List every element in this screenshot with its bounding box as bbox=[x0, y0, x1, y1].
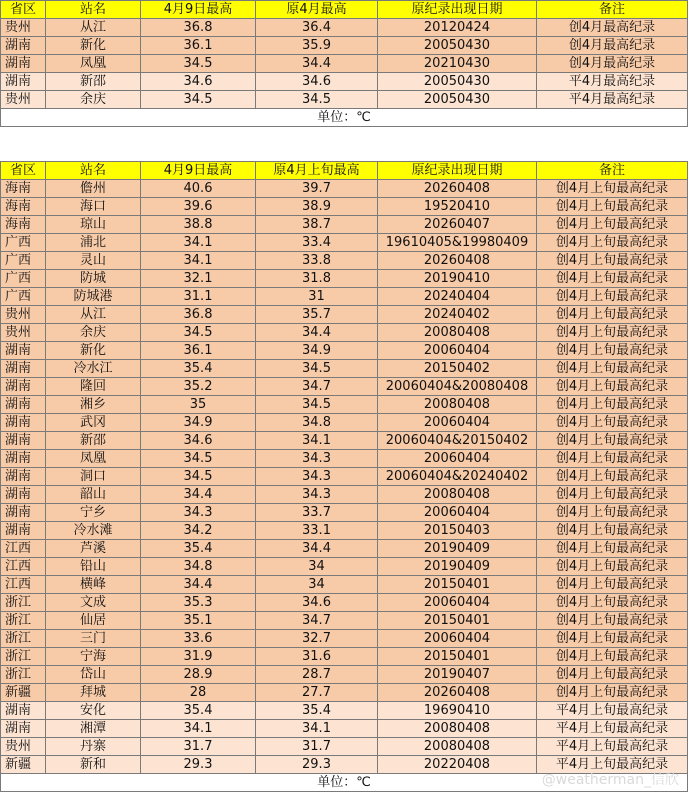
table-cell[interactable]: 平4月最高纪录 bbox=[537, 73, 688, 91]
table-cell[interactable]: 铅山 bbox=[46, 558, 141, 576]
table-cell[interactable]: 34.6 bbox=[141, 432, 256, 450]
table-cell[interactable]: 平4月上旬最高纪录 bbox=[537, 702, 688, 720]
table-cell[interactable]: 34 bbox=[256, 576, 378, 594]
table-cell[interactable]: 创4月上旬最高纪录 bbox=[537, 486, 688, 504]
table-cell[interactable]: 32.1 bbox=[141, 270, 256, 288]
table-cell[interactable]: 20050430 bbox=[378, 37, 537, 55]
table-row bbox=[1, 252, 688, 270]
table-row bbox=[1, 720, 688, 738]
table-cell[interactable]: 34.3 bbox=[256, 486, 378, 504]
table-cell[interactable]: 浙江 bbox=[1, 666, 46, 684]
table-row bbox=[1, 180, 688, 198]
table-cell[interactable]: 创4月上旬最高纪录 bbox=[537, 630, 688, 648]
table-cell[interactable]: 20240402 bbox=[378, 306, 537, 324]
watermark: @weatherman_信欣 bbox=[541, 772, 679, 788]
table-cell[interactable]: 创4月上旬最高纪录 bbox=[537, 288, 688, 306]
table-cell[interactable]: 20060404 bbox=[378, 630, 537, 648]
table-cell[interactable]: 31.7 bbox=[256, 738, 378, 756]
table-cell[interactable]: 创4月上旬最高纪录 bbox=[537, 360, 688, 378]
table-cell[interactable]: 贵州 bbox=[1, 324, 46, 342]
table-cell[interactable]: 35.7 bbox=[256, 306, 378, 324]
unit-label: 单位：℃ bbox=[1, 109, 688, 127]
table-cell[interactable]: 20150403 bbox=[378, 522, 537, 540]
table-cell[interactable]: 35.2 bbox=[141, 378, 256, 396]
table-row bbox=[1, 198, 688, 216]
table-cell[interactable]: 20060404&20150402 bbox=[378, 432, 537, 450]
table-cell[interactable]: 拜城 bbox=[46, 684, 141, 702]
table-cell[interactable]: 20150401 bbox=[378, 576, 537, 594]
table-cell[interactable]: 创4月最高纪录 bbox=[537, 55, 688, 73]
table-cell[interactable]: 28.7 bbox=[256, 666, 378, 684]
table-cell[interactable]: 平4月上旬最高纪录 bbox=[537, 738, 688, 756]
table-cell[interactable]: 创4月上旬最高纪录 bbox=[537, 612, 688, 630]
table-cell[interactable]: 湖南 bbox=[1, 55, 46, 73]
table-cell[interactable]: 湖南 bbox=[1, 522, 46, 540]
table-cell[interactable]: 湖南 bbox=[1, 720, 46, 738]
table-cell[interactable]: 浙江 bbox=[1, 594, 46, 612]
table-row bbox=[1, 612, 688, 630]
table-cell[interactable]: 新邵 bbox=[46, 432, 141, 450]
column-header[interactable]: 4月9日最高 bbox=[141, 1, 256, 19]
column-header[interactable]: 原4月上旬最高 bbox=[256, 162, 378, 180]
column-header[interactable]: 省区 bbox=[1, 162, 46, 180]
table-cell[interactable]: 创4月上旬最高纪录 bbox=[537, 522, 688, 540]
table-cell[interactable]: 34.6 bbox=[256, 73, 378, 91]
table-cell[interactable]: 34.4 bbox=[256, 540, 378, 558]
table-cell[interactable]: 20080408 bbox=[378, 486, 537, 504]
table-row bbox=[1, 324, 688, 342]
spacer-cell bbox=[1, 144, 688, 161]
table-cell[interactable]: 湘乡 bbox=[46, 396, 141, 414]
table-cell[interactable]: 创4月上旬最高纪录 bbox=[537, 324, 688, 342]
table-row bbox=[1, 522, 688, 540]
table-cell[interactable]: 20060404 bbox=[378, 342, 537, 360]
table-cell[interactable]: 34.1 bbox=[141, 252, 256, 270]
table-cell[interactable]: 创4月上旬最高纪录 bbox=[537, 468, 688, 486]
table-cell[interactable]: 海南 bbox=[1, 216, 46, 234]
column-header[interactable]: 原纪录出现日期 bbox=[378, 162, 537, 180]
table-row bbox=[1, 558, 688, 576]
table-cell[interactable]: 34.2 bbox=[141, 522, 256, 540]
table-row bbox=[1, 432, 688, 450]
table-cell[interactable]: 创4月上旬最高纪录 bbox=[537, 306, 688, 324]
table-cell[interactable]: 芦溪 bbox=[46, 540, 141, 558]
table-cell[interactable]: 浦北 bbox=[46, 234, 141, 252]
table-row bbox=[1, 19, 688, 37]
table-cell[interactable]: 创4月上旬最高纪录 bbox=[537, 432, 688, 450]
table-cell[interactable]: 20060404&20240402 bbox=[378, 468, 537, 486]
table-cell[interactable]: 34.9 bbox=[256, 342, 378, 360]
table-cell[interactable]: 贵州 bbox=[1, 19, 46, 37]
record-table-april-early bbox=[0, 161, 688, 792]
table-cell[interactable]: 34.5 bbox=[141, 450, 256, 468]
table-cell[interactable]: 34.4 bbox=[141, 486, 256, 504]
table-row bbox=[1, 684, 688, 702]
table-cell[interactable]: 从江 bbox=[46, 306, 141, 324]
table-cell[interactable]: 19610405&19980409 bbox=[378, 234, 537, 252]
table-cell[interactable]: 20080408 bbox=[378, 324, 537, 342]
table-cell[interactable]: 34.1 bbox=[256, 720, 378, 738]
table-cell[interactable]: 宁海 bbox=[46, 648, 141, 666]
table-row bbox=[1, 486, 688, 504]
table-cell[interactable]: 新和 bbox=[46, 756, 141, 774]
table-cell[interactable]: 创4月上旬最高纪录 bbox=[537, 234, 688, 252]
table-cell[interactable]: 20260407 bbox=[378, 216, 537, 234]
table-cell[interactable]: 平4月最高纪录 bbox=[537, 91, 688, 109]
table-cell[interactable]: 从江 bbox=[46, 19, 141, 37]
table-cell[interactable]: 34 bbox=[256, 558, 378, 576]
table-row bbox=[1, 702, 688, 720]
table-cell[interactable]: 冷水江 bbox=[46, 360, 141, 378]
table-cell[interactable]: 湖南 bbox=[1, 396, 46, 414]
table-cell[interactable]: 余庆 bbox=[46, 324, 141, 342]
table-cell[interactable]: 广西 bbox=[1, 270, 46, 288]
table-cell[interactable]: 平4月上旬最高纪录 bbox=[537, 756, 688, 774]
table-cell[interactable]: 湖南 bbox=[1, 504, 46, 522]
table-row bbox=[1, 216, 688, 234]
table-cell[interactable]: 33.1 bbox=[256, 522, 378, 540]
table-cell[interactable]: 34.7 bbox=[256, 378, 378, 396]
table-cell[interactable]: 浙江 bbox=[1, 612, 46, 630]
table-cell[interactable]: 创4月上旬最高纪录 bbox=[537, 270, 688, 288]
table-cell[interactable]: 31.1 bbox=[141, 288, 256, 306]
table-cell[interactable]: 创4月上旬最高纪录 bbox=[537, 540, 688, 558]
table-cell[interactable]: 20220408 bbox=[378, 756, 537, 774]
column-header[interactable]: 原纪录出现日期 bbox=[378, 1, 537, 19]
table-cell[interactable]: 琼山 bbox=[46, 216, 141, 234]
table-cell[interactable]: 34.9 bbox=[141, 414, 256, 432]
table-cell[interactable]: 韶山 bbox=[46, 486, 141, 504]
table-cell[interactable]: 浙江 bbox=[1, 630, 46, 648]
table-cell[interactable]: 洞口 bbox=[46, 468, 141, 486]
table-cell[interactable]: 35.4 bbox=[141, 360, 256, 378]
table-cell[interactable]: 34.3 bbox=[141, 504, 256, 522]
table-cell[interactable]: 38.9 bbox=[256, 198, 378, 216]
table-cell[interactable]: 33.6 bbox=[141, 630, 256, 648]
table-cell[interactable]: 35.1 bbox=[141, 612, 256, 630]
table-cell[interactable]: 27.7 bbox=[256, 684, 378, 702]
table-cell[interactable]: 创4月上旬最高纪录 bbox=[537, 576, 688, 594]
table-cell[interactable]: 31.6 bbox=[256, 648, 378, 666]
table-cell[interactable]: 29.3 bbox=[141, 756, 256, 774]
table-row bbox=[1, 342, 688, 360]
table-header-row bbox=[1, 1, 688, 19]
table-cell[interactable]: 34.8 bbox=[256, 414, 378, 432]
table-cell[interactable]: 33.7 bbox=[256, 504, 378, 522]
table-cell[interactable]: 31.9 bbox=[141, 648, 256, 666]
table-row bbox=[1, 594, 688, 612]
table-cell[interactable]: 武冈 bbox=[46, 414, 141, 432]
table-cell[interactable]: 34.4 bbox=[141, 576, 256, 594]
column-header[interactable]: 4月9日最高 bbox=[141, 162, 256, 180]
table-cell[interactable]: 34.5 bbox=[141, 468, 256, 486]
table-cell[interactable]: 江西 bbox=[1, 558, 46, 576]
unit-label: 单位：℃ bbox=[1, 774, 688, 792]
table-cell[interactable]: 35.3 bbox=[141, 594, 256, 612]
column-header[interactable]: 站名 bbox=[46, 162, 141, 180]
table-row bbox=[1, 37, 688, 55]
table-cell[interactable]: 岱山 bbox=[46, 666, 141, 684]
table-cell[interactable]: 创4月上旬最高纪录 bbox=[537, 378, 688, 396]
table-cell[interactable]: 湖南 bbox=[1, 378, 46, 396]
table-cell[interactable]: 新疆 bbox=[1, 684, 46, 702]
table-cell[interactable]: 湘潭 bbox=[46, 720, 141, 738]
table-cell[interactable]: 35 bbox=[141, 396, 256, 414]
table-cell[interactable]: 34.5 bbox=[141, 91, 256, 109]
table-cell[interactable]: 34.5 bbox=[141, 55, 256, 73]
table-cell[interactable]: 20050430 bbox=[378, 91, 537, 109]
table-cell[interactable]: 湖南 bbox=[1, 342, 46, 360]
table-cell[interactable]: 创4月上旬最高纪录 bbox=[537, 648, 688, 666]
table-row bbox=[1, 306, 688, 324]
table-cell[interactable]: 余庆 bbox=[46, 91, 141, 109]
table-cell[interactable]: 20210430 bbox=[378, 55, 537, 73]
table-cell[interactable]: 创4月上旬最高纪录 bbox=[537, 594, 688, 612]
table-cell[interactable]: 20190409 bbox=[378, 540, 537, 558]
table-row bbox=[1, 270, 688, 288]
table-cell[interactable]: 28.9 bbox=[141, 666, 256, 684]
table-cell[interactable]: 海南 bbox=[1, 198, 46, 216]
table-cell[interactable]: 创4月最高纪录 bbox=[537, 37, 688, 55]
table-cell[interactable]: 36.8 bbox=[141, 19, 256, 37]
table-cell[interactable]: 20260408 bbox=[378, 684, 537, 702]
table-cell[interactable]: 20060404&20080408 bbox=[378, 378, 537, 396]
table-row bbox=[1, 540, 688, 558]
table-cell[interactable]: 35.4 bbox=[256, 702, 378, 720]
table-cell[interactable]: 36.1 bbox=[141, 37, 256, 55]
table-cell[interactable]: 湖南 bbox=[1, 73, 46, 91]
table-cell[interactable]: 平4月上旬最高纪录 bbox=[537, 720, 688, 738]
table-cell[interactable]: 20050430 bbox=[378, 73, 537, 91]
table-cell[interactable]: 34.1 bbox=[141, 234, 256, 252]
unit-row bbox=[1, 109, 688, 127]
table-row bbox=[1, 378, 688, 396]
table-cell[interactable]: 20060404 bbox=[378, 450, 537, 468]
table-cell[interactable]: 贵州 bbox=[1, 738, 46, 756]
column-header[interactable]: 备注 bbox=[537, 162, 688, 180]
table-cell[interactable]: 贵州 bbox=[1, 91, 46, 109]
table-row bbox=[1, 91, 688, 109]
table-cell[interactable]: 仙居 bbox=[46, 612, 141, 630]
record-table-april bbox=[0, 0, 688, 161]
table-row bbox=[1, 450, 688, 468]
table-cell[interactable]: 凤凰 bbox=[46, 450, 141, 468]
table-cell[interactable]: 湖南 bbox=[1, 414, 46, 432]
table-cell[interactable]: 34.5 bbox=[141, 324, 256, 342]
column-header[interactable]: 原4月最高 bbox=[256, 1, 378, 19]
table-cell[interactable]: 创4月上旬最高纪录 bbox=[537, 198, 688, 216]
table-cell[interactable]: 创4月上旬最高纪录 bbox=[537, 666, 688, 684]
table-cell[interactable]: 39.6 bbox=[141, 198, 256, 216]
table-cell[interactable]: 29.3 bbox=[256, 756, 378, 774]
table-cell[interactable]: 湖南 bbox=[1, 432, 46, 450]
table-row bbox=[1, 360, 688, 378]
table-cell[interactable]: 儋州 bbox=[46, 180, 141, 198]
table-cell[interactable]: 20260408 bbox=[378, 180, 537, 198]
table-cell[interactable]: 湖南 bbox=[1, 450, 46, 468]
table-cell[interactable]: 40.6 bbox=[141, 180, 256, 198]
table-cell[interactable]: 丹寨 bbox=[46, 738, 141, 756]
table-cell[interactable]: 35.4 bbox=[141, 540, 256, 558]
table-cell[interactable]: 创4月上旬最高纪录 bbox=[537, 252, 688, 270]
table-cell[interactable]: 广西 bbox=[1, 234, 46, 252]
table-cell[interactable]: 34.4 bbox=[256, 55, 378, 73]
table-cell[interactable]: 湖南 bbox=[1, 468, 46, 486]
table-cell[interactable]: 湖南 bbox=[1, 37, 46, 55]
table-cell[interactable]: 创4月上旬最高纪录 bbox=[537, 684, 688, 702]
table-cell[interactable]: 31.8 bbox=[256, 270, 378, 288]
table-cell[interactable]: 安化 bbox=[46, 702, 141, 720]
table-cell[interactable]: 34.1 bbox=[141, 720, 256, 738]
table-cell[interactable]: 江西 bbox=[1, 576, 46, 594]
table-cell[interactable]: 湖南 bbox=[1, 360, 46, 378]
table-cell[interactable]: 35.4 bbox=[141, 702, 256, 720]
table-cell[interactable]: 20190407 bbox=[378, 666, 537, 684]
table-cell[interactable]: 34.5 bbox=[256, 91, 378, 109]
table-cell[interactable]: 20060404 bbox=[378, 504, 537, 522]
table-row bbox=[1, 414, 688, 432]
table-row bbox=[1, 630, 688, 648]
table-cell[interactable]: 江西 bbox=[1, 540, 46, 558]
table-cell[interactable]: 创4月上旬最高纪录 bbox=[537, 414, 688, 432]
table-cell[interactable]: 创4月上旬最高纪录 bbox=[537, 558, 688, 576]
table-cell[interactable]: 三门 bbox=[46, 630, 141, 648]
table-header-row bbox=[1, 162, 688, 180]
table-cell[interactable]: 凤凰 bbox=[46, 55, 141, 73]
table-row bbox=[1, 396, 688, 414]
table-cell[interactable]: 20060404 bbox=[378, 414, 537, 432]
table-cell[interactable]: 19690410 bbox=[378, 702, 537, 720]
table-cell[interactable]: 灵山 bbox=[46, 252, 141, 270]
table-cell[interactable]: 31 bbox=[256, 288, 378, 306]
table-cell[interactable]: 34.4 bbox=[256, 324, 378, 342]
table-cell[interactable]: 33.4 bbox=[256, 234, 378, 252]
table-row bbox=[1, 234, 688, 252]
table-cell[interactable]: 34.5 bbox=[256, 360, 378, 378]
table-row bbox=[1, 288, 688, 306]
table-row bbox=[1, 738, 688, 756]
table-cell[interactable]: 31.7 bbox=[141, 738, 256, 756]
table-cell[interactable]: 34.3 bbox=[256, 450, 378, 468]
table-cell[interactable]: 20150401 bbox=[378, 612, 537, 630]
table-cell[interactable]: 20150402 bbox=[378, 360, 537, 378]
table-cell[interactable]: 浙江 bbox=[1, 648, 46, 666]
table-row bbox=[1, 648, 688, 666]
table-cell[interactable]: 湖南 bbox=[1, 702, 46, 720]
table-cell[interactable]: 广西 bbox=[1, 288, 46, 306]
table-cell[interactable]: 20190409 bbox=[378, 558, 537, 576]
table-cell[interactable]: 防城 bbox=[46, 270, 141, 288]
table-cell[interactable]: 创4月上旬最高纪录 bbox=[537, 180, 688, 198]
table-cell[interactable]: 海口 bbox=[46, 198, 141, 216]
column-header[interactable]: 备注 bbox=[537, 1, 688, 19]
table-cell[interactable]: 35.9 bbox=[256, 37, 378, 55]
table-cell[interactable]: 36.1 bbox=[141, 342, 256, 360]
column-header[interactable]: 省区 bbox=[1, 1, 46, 19]
table-row bbox=[1, 468, 688, 486]
table-cell[interactable]: 38.8 bbox=[141, 216, 256, 234]
table-row bbox=[1, 576, 688, 594]
table-cell[interactable]: 20260408 bbox=[378, 252, 537, 270]
table-cell[interactable]: 34.3 bbox=[256, 468, 378, 486]
table-cell[interactable]: 海南 bbox=[1, 180, 46, 198]
table-cell[interactable]: 33.8 bbox=[256, 252, 378, 270]
table-cell[interactable]: 宁乡 bbox=[46, 504, 141, 522]
table-cell[interactable]: 湖南 bbox=[1, 486, 46, 504]
table-cell[interactable]: 广西 bbox=[1, 252, 46, 270]
table-cell[interactable]: 新邵 bbox=[46, 73, 141, 91]
column-header[interactable]: 站名 bbox=[46, 1, 141, 19]
table-cell[interactable]: 新疆 bbox=[1, 756, 46, 774]
table-cell[interactable]: 34.6 bbox=[256, 594, 378, 612]
table-row bbox=[1, 73, 688, 91]
table-cell[interactable]: 创4月上旬最高纪录 bbox=[537, 342, 688, 360]
table-cell[interactable]: 防城港 bbox=[46, 288, 141, 306]
table-cell[interactable]: 20080408 bbox=[378, 738, 537, 756]
table-cell[interactable]: 创4月上旬最高纪录 bbox=[537, 396, 688, 414]
table-cell[interactable]: 34.7 bbox=[256, 612, 378, 630]
table-row bbox=[1, 504, 688, 522]
table-cell[interactable]: 20190410 bbox=[378, 270, 537, 288]
table-cell[interactable]: 新化 bbox=[46, 342, 141, 360]
table-cell[interactable]: 冷水滩 bbox=[46, 522, 141, 540]
table-cell[interactable]: 横峰 bbox=[46, 576, 141, 594]
table-cell[interactable]: 32.7 bbox=[256, 630, 378, 648]
table-cell[interactable]: 20080408 bbox=[378, 396, 537, 414]
table-cell[interactable]: 20150401 bbox=[378, 648, 537, 666]
table-cell[interactable]: 39.7 bbox=[256, 180, 378, 198]
table-cell[interactable]: 创4月上旬最高纪录 bbox=[537, 504, 688, 522]
table-cell[interactable]: 20060404 bbox=[378, 594, 537, 612]
table-cell[interactable]: 36.8 bbox=[141, 306, 256, 324]
table-cell[interactable]: 贵州 bbox=[1, 306, 46, 324]
table-cell[interactable]: 创4月上旬最高纪录 bbox=[537, 216, 688, 234]
table-cell[interactable]: 创4月最高纪录 bbox=[537, 19, 688, 37]
table-cell[interactable]: 38.7 bbox=[256, 216, 378, 234]
table-cell[interactable]: 20240404 bbox=[378, 288, 537, 306]
table-cell[interactable]: 新化 bbox=[46, 37, 141, 55]
table-cell[interactable]: 34.5 bbox=[256, 396, 378, 414]
table-cell[interactable]: 文成 bbox=[46, 594, 141, 612]
table-row bbox=[1, 666, 688, 684]
table-cell[interactable]: 36.4 bbox=[256, 19, 378, 37]
table-cell[interactable]: 28 bbox=[141, 684, 256, 702]
table-row bbox=[1, 55, 688, 73]
table-cell[interactable]: 20120424 bbox=[378, 19, 537, 37]
table-cell[interactable]: 19520410 bbox=[378, 198, 537, 216]
table-cell[interactable]: 20080408 bbox=[378, 720, 537, 738]
table-cell[interactable]: 创4月上旬最高纪录 bbox=[537, 450, 688, 468]
spacer-cell bbox=[1, 127, 688, 145]
table-cell[interactable]: 34.6 bbox=[141, 73, 256, 91]
table-cell[interactable]: 34.1 bbox=[256, 432, 378, 450]
table-cell[interactable]: 隆回 bbox=[46, 378, 141, 396]
table-cell[interactable]: 34.8 bbox=[141, 558, 256, 576]
